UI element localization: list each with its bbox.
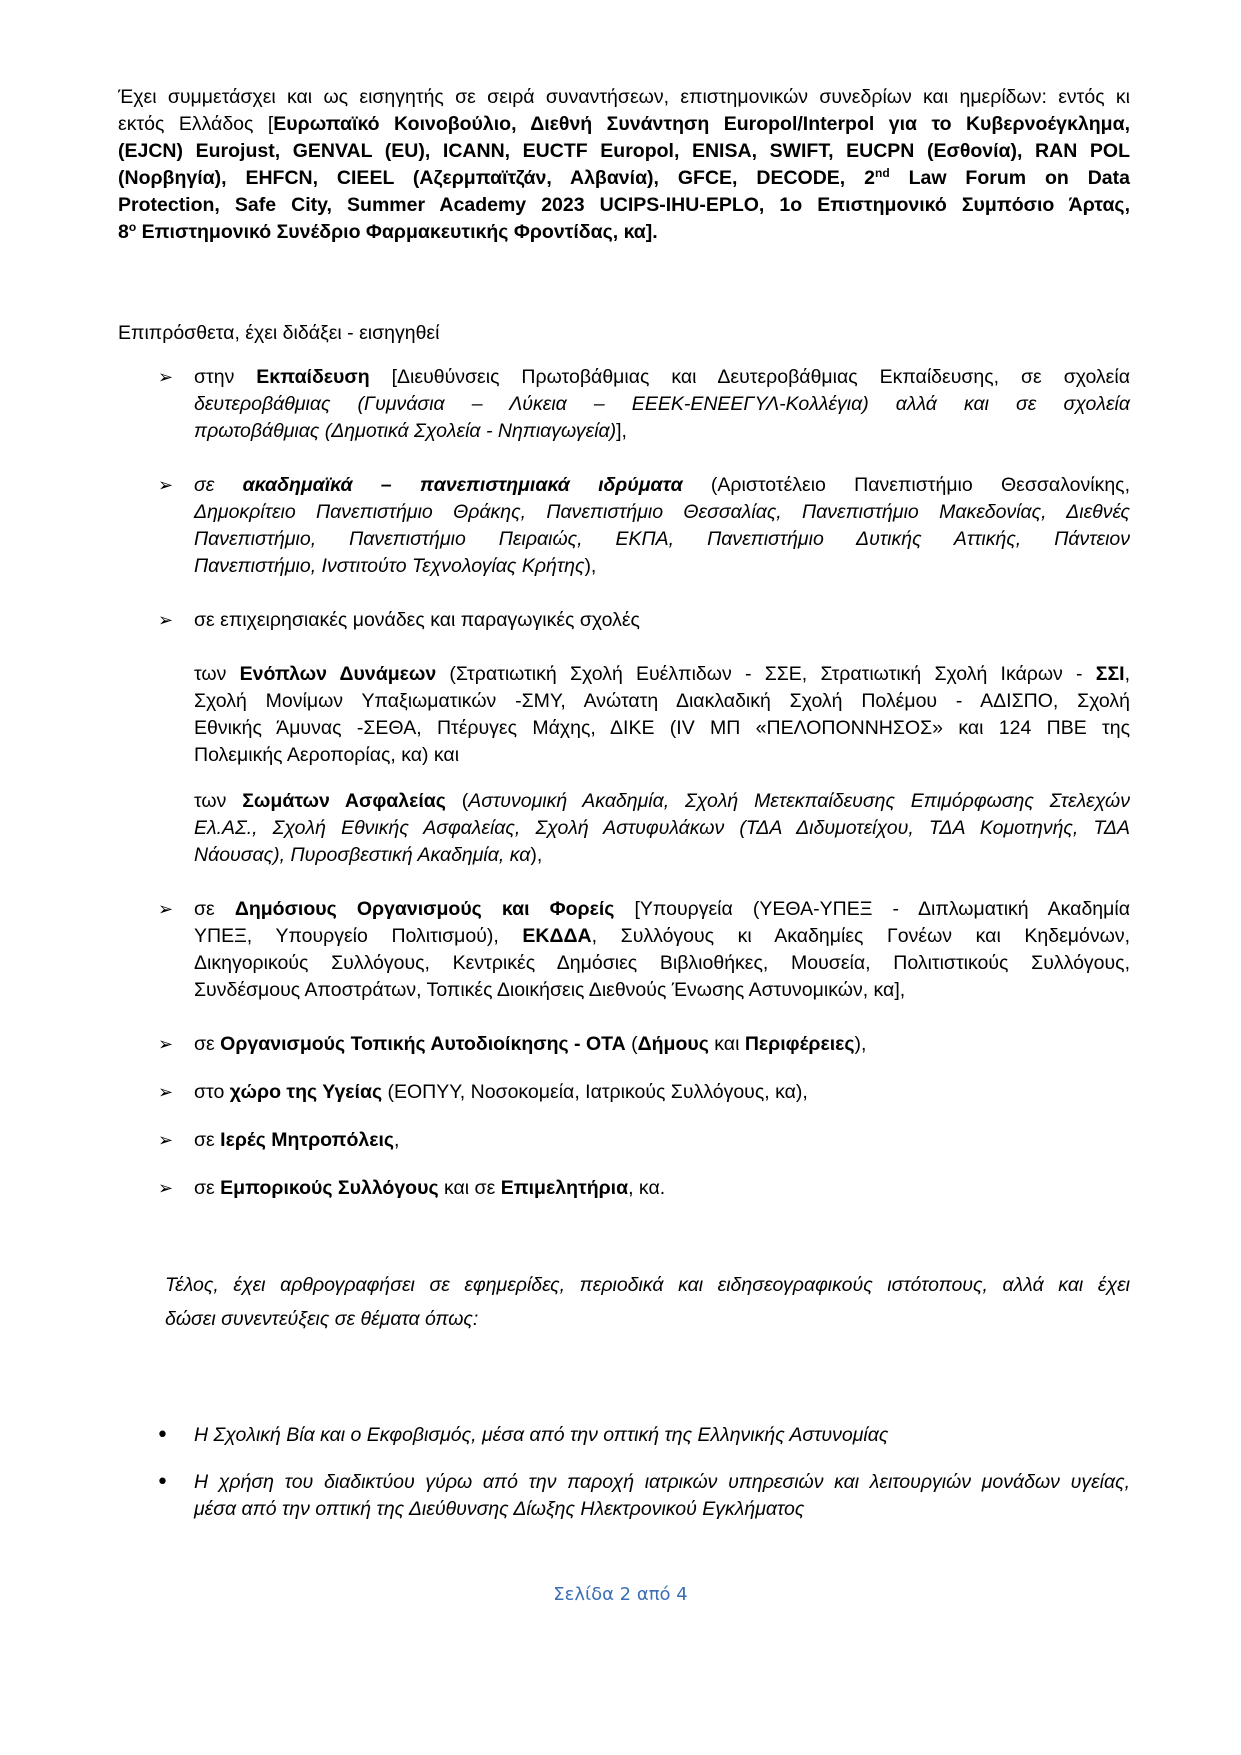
bullet-dot-icon: • — [156, 1470, 169, 1495]
list-item-metropolises: σε Ιερές Μητροπόλεις, — [194, 1129, 400, 1151]
academic-line-1: σε ακαδημαϊκά – πανεπιστημιακά ιδρύματα (Αριστοτέλειο Πανεπιστήμιο Θεσσαλονίκης, — [194, 474, 1130, 496]
public-line-4: Συνδέσμους Αποστράτων, Τοπικές Διοικήσεις Διεθνούς Ένωσης Αστυνομικών, κα], — [194, 979, 906, 1001]
arrow-bullet-icon: ➢ — [158, 1082, 174, 1103]
intro-line-3: (EJCN) Eurojust, GENVAL (EU), ICANN, EUCTF Europol, ENISA, SWIFT, EUCPN (Εσθονία), RAN POL — [118, 140, 1130, 162]
intro-line-5: Protection, Safe City, Summer Academy 2023 UCIPS-IHU-EPLO, 1ο Επιστημονικό Συμπόσιο Άρτας, — [118, 194, 1130, 216]
business-line-1: σε επιχειρησιακές μονάδες και παραγωγικές σχολές — [194, 609, 640, 631]
army-line-2: Σχολή Μονίμων Υπαξιωματικών -ΣΜΥ, Ανώτατη Διακλαδική Σχολή Πολέμου - ΑΔΙΣΠΟ, Σχολή — [194, 690, 1130, 712]
arrow-bullet-icon: ➢ — [158, 899, 174, 920]
intro-line-6: $8^o$ Επιστημονικό Συνέδριο Φαρμακευτικής Φροντίδας, κα]. — [118, 220, 658, 243]
intro-line-1: Έχει συμμετάσχει και ως εισηγητής σε σειρά συναντήσεων, επιστημονικών συνεδρίων και ημερίδων: εντός κι — [118, 86, 1130, 108]
police-line-1: των Σωμάτων Ασφαλείας (Αστυνομική Ακαδημία, Σχολή Μετεκπαίδευσης Επιμόρφωσης Στελεχών — [194, 790, 1130, 812]
police-line-3: Νάουσας), Πυροσβεστική Ακαδημία, κα), — [194, 844, 543, 866]
public-line-2: ΥΠΕΞ, Υπουργείο Πολιτισμού), ΕΚΔΔΑ, Συλλόγους κι Ακαδημίες Γονέων και Κηδεμόνων, — [194, 925, 1130, 947]
arrow-bullet-icon: ➢ — [158, 1178, 174, 1199]
education-line-1: στην Εκπαίδευση [Διευθύνσεις Πρωτοβάθμιας και Δευτεροβάθμιας Εκπαίδευσης, σε σχολεία — [194, 366, 1130, 388]
intro-line-2: εκτός Ελλάδος [Ευρωπαϊκό Κοινοβούλιο, Διεθνή Συνάντηση Europol/Interpol για το Κυβερνοέγκλημα, — [118, 113, 1130, 135]
army-line-4: Πολεμικής Αεροπορίας, κα) και — [194, 744, 460, 766]
finally-line-1: Τέλος, έχει αρθρογραφήσει σε εφημερίδες, περιοδικά και ειδησεογραφικούς ιστότοπους, αλλά και έχει — [165, 1274, 1130, 1296]
education-line-3: πρωτοβάθμιας (Δημοτικά Σχολεία - Νηπιαγωγεία)], — [194, 420, 627, 442]
topic-item-1: Η Σχολική Βία και ο Εκφοβισμός, μέσα από την οπτική της Ελληνικής Αστυνομίας — [194, 1424, 889, 1446]
academic-line-4: Πανεπιστήμιο, Ινστιτούτο Τεχνολογίας Κρήτης), — [194, 555, 597, 577]
topic-2-line-1: Η χρήση του διαδικτύου γύρω από την παροχή ιατρικών υπηρεσιών και λειτουργιών μονάδων υγείας, — [194, 1471, 1130, 1493]
academic-line-3: Πανεπιστήμιο, Πανεπιστήμιο Πειραιώς, ΕΚΠΑ, Πανεπιστήμιο Δυτικής Αττικής, Πάντειον — [194, 528, 1130, 550]
arrow-bullet-icon: ➢ — [158, 610, 174, 631]
finally-line-2: δώσει συνεντεύξεις σε θέματα όπως: — [165, 1308, 479, 1330]
arrow-bullet-icon: ➢ — [158, 1130, 174, 1151]
army-line-3: Εθνικής Άμυνας -ΣΕΘΑ, Πτέρυγες Μάχης, ΔΙΚΕ (IV ΜΠ «ΠΕΛΟΠΟΝΝΗΣΟΣ» και 124 ΠΒΕ της — [194, 717, 1130, 739]
page-number-footer: Σελίδα 2 από 4 — [553, 1584, 688, 1605]
list-item-health: στο χώρο της Υγείας (ΕΟΠΥΥ, Νοσοκομεία, Ιατρικούς Συλλόγους, κα), — [194, 1081, 808, 1103]
intro-line-4: (Νορβηγία), EHFCN, CIEEL (Αζερμπαϊτζάν, Αλβανία), GFCE, DECODE, 2nd Law Forum on Data — [118, 166, 1130, 189]
arrow-bullet-icon: ➢ — [158, 367, 174, 388]
education-line-2: δευτεροβάθμιας (Γυμνάσια – Λύκεια – ΕΕΕΚ-ΕΝΕΕΓΥΛ-Κολλέγια) αλλά και σε σχολεία — [194, 393, 1130, 415]
arrow-bullet-icon: ➢ — [158, 475, 174, 496]
arrow-bullet-icon: ➢ — [158, 1034, 174, 1055]
academic-line-2: Δημοκρίτειο Πανεπιστήμιο Θράκης, Πανεπιστήμιο Θεσσαλίας, Πανεπιστήμιο Μακεδονίας, Διεθνές — [194, 501, 1130, 523]
bullet-dot-icon: • — [156, 1423, 169, 1448]
army-line-1: των Ενόπλων Δυνάμεων (Στρατιωτική Σχολή Ευέλπιδων - ΣΣΕ, Στρατιωτική Σχολή Ικάρων - ΣΣΙ, — [194, 663, 1131, 685]
public-line-3: Δικηγορικούς Συλλόγους, Κεντρικές Δημόσιες Βιβλιοθήκες, Μουσεία, Πολιτιστικούς Συλλόγους, — [194, 952, 1130, 974]
list-item-commerce: σε Εμπορικούς Συλλόγους και σε Επιμελητήρια, κα. — [194, 1177, 666, 1199]
public-line-1: σε Δημόσιους Οργανισμούς και Φορείς [Υπουργεία (ΥΕΘΑ-ΥΠΕΞ - Διπλωματική Ακαδημία — [194, 898, 1130, 920]
police-line-2: Ελ.ΑΣ., Σχολή Εθνικής Ασφαλείας, Σχολή Αστυφυλάκων (ΤΔΑ Διδυμοτείχου, ΤΔΑ Κομοτηνής, ΤΔΑ — [194, 817, 1130, 839]
list-item-local-government: σε Οργανισμούς Τοπικής Αυτοδιοίκησης - ΟΤΑ (Δήμους και Περιφέρειες), — [194, 1033, 867, 1055]
topic-2-line-2: μέσα από την οπτική της Διεύθυνσης Δίωξης Ηλεκτρονικού Εγκλήματος — [194, 1498, 805, 1520]
additionally-heading: Επιπρόσθετα, έχει διδάξει - εισηγηθεί — [118, 322, 440, 344]
